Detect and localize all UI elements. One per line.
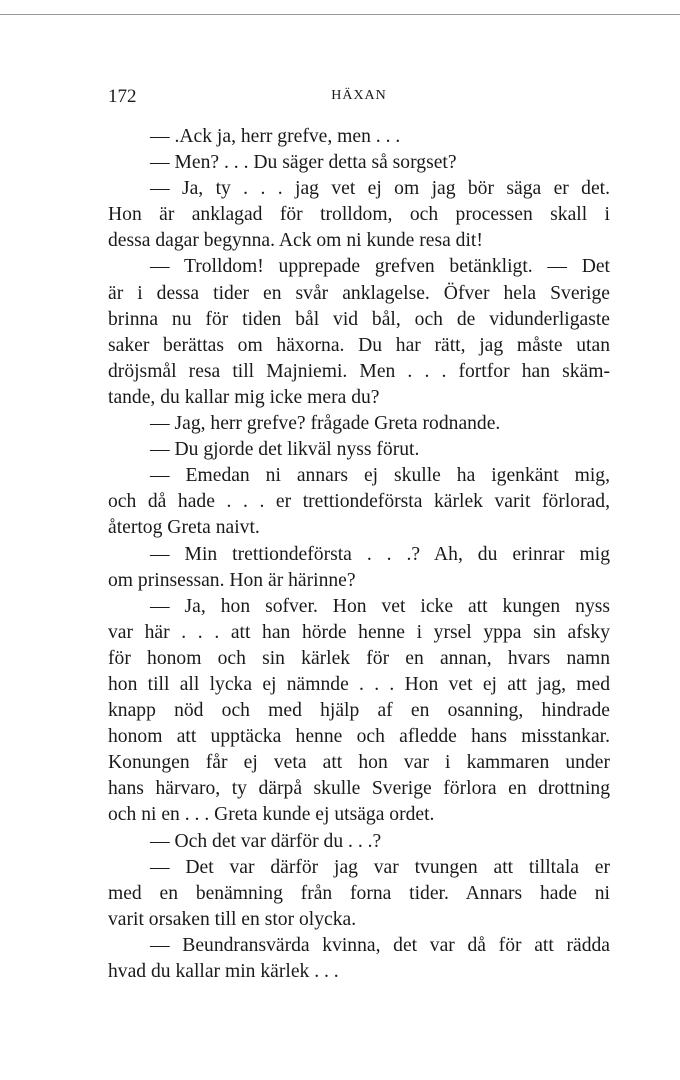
body-text — [108, 124, 610, 985]
text-line: är i dessa tider en svår anklagelse. Öfver hela Sverige — [108, 282, 610, 304]
text-line: var här . . . att han hörde henne i yrsel yppa sin afsky — [108, 621, 610, 643]
text-line: om prinsessan. Hon är härinne? — [108, 569, 356, 591]
text-line: hans härvaro, ty därpå skulle Sverige förlora en drottning — [108, 778, 610, 800]
text-line: hon till all lycka ej nämnde . . . Hon vet ej att jag, med — [108, 673, 610, 695]
text-line: — Beundransvärda kvinna, det var då för att rädda — [150, 934, 610, 956]
text-line: knapp nöd och med hjälp af en osanning, hindrade — [108, 700, 610, 722]
text-line: — Men? . . . Du säger detta så sorgset? — [150, 152, 457, 174]
text-line: saker berättas om häxorna. Du har rätt, jag måste utan — [108, 334, 610, 356]
text-line: — Det var därför jag var tvungen att tilltala er — [150, 856, 610, 878]
text-line: dröjsmål resa till Majniemi. Men . . . fortfor han skäm- — [108, 360, 610, 382]
text-line: — Du gjorde det likväl nyss förut. — [150, 439, 420, 461]
text-line: Hon är anklagad för trolldom, och processen skall i — [108, 204, 610, 226]
text-line: — Ja, hon sofver. Hon vet icke att kungen nyss — [150, 595, 610, 617]
page-number: 172 — [108, 86, 137, 107]
text-line: och då hade . . . er trettiondeförsta kärlek varit förlorad, — [108, 491, 610, 513]
text-line: — Trolldom! upprepade grefven betänkligt. — Det — [150, 256, 610, 278]
text-line: och ni en . . . Greta kunde ej utsäga ordet. — [108, 804, 435, 826]
running-title: HÄXAN — [331, 88, 387, 103]
text-line: — .Ack ja, herr grefve, men . . . — [150, 126, 401, 147]
text-line: Konungen får ej veta att hon var i kammaren under — [108, 752, 610, 774]
text-line: varit orsaken till en stor olycka. — [108, 908, 357, 930]
page-header — [108, 86, 610, 114]
text-line: honom att upptäcka henne och afledde hans misstankar. — [108, 726, 610, 748]
text-line: för honom och sin kärlek för en annan, hvars namn — [108, 647, 610, 669]
text-line: med en benämning från forna tider. Annars hade ni — [108, 882, 610, 904]
text-line: — Och det var därför du . . .? — [150, 830, 382, 852]
text-line: tande, du kallar mig icke mera du? — [108, 386, 380, 408]
page-top-rule — [0, 14, 680, 15]
text-line: brinna nu för tiden bål vid bål, och de vidunderligaste — [108, 308, 610, 330]
text-line: — Ja, ty . . . jag vet ej om jag bör säga er det. — [150, 178, 610, 200]
text-line: återtog Greta naivt. — [108, 517, 260, 539]
text-line: dessa dagar begynna. Ack om ni kunde resa dit! — [108, 230, 483, 252]
text-line: hvad du kallar min kärlek . . . — [108, 961, 339, 982]
text-line: — Emedan ni annars ej skulle ha igenkänt mig, — [150, 465, 610, 487]
text-line: — Min trettiondeförsta . . .? Ah, du erinrar mig — [150, 543, 610, 565]
text-line: — Jag, herr grefve? frågade Greta rodnande. — [150, 413, 501, 435]
